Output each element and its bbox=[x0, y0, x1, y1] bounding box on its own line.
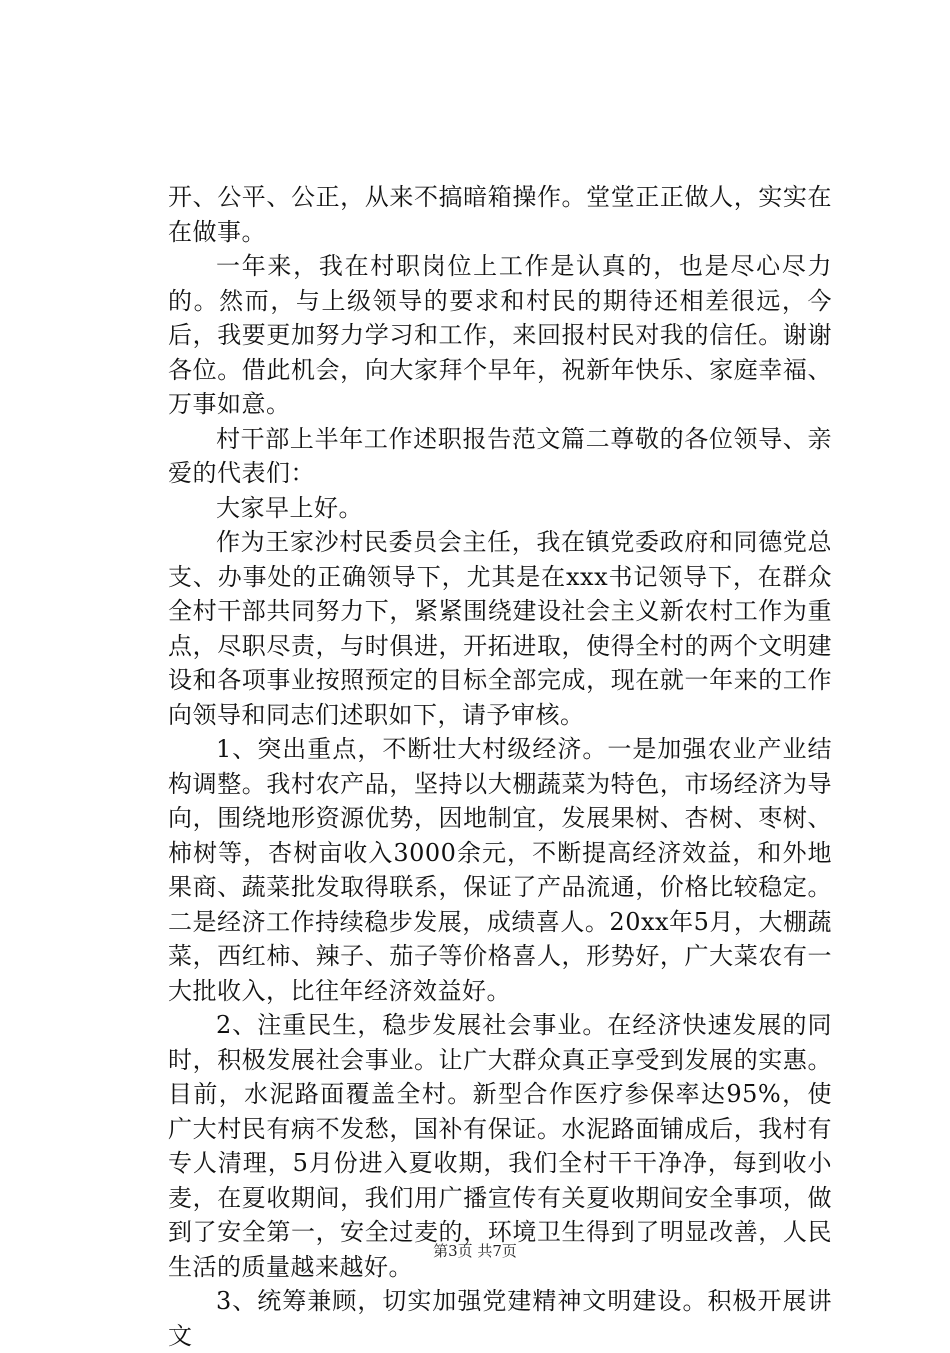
paragraph-intro: 作为王家沙村民委员会主任，我在镇党委政府和同德党总支、办事处的正确领导下，尤其是在xxx书记领导下，在群众全村干部共同努力下，紧紧围绕建设社会主义新农村工作为重点，尽职尽责，与时俱进，开拓进取，使得全村的两个文明建设和各项事业按照预定的目标全部完成，现在就一年来的工作向领导和同志们述职如下，请予审核。 bbox=[168, 528, 832, 729]
paragraph-greeting: 大家早上好。 bbox=[216, 493, 363, 522]
paragraph-continuation: 开、公平、公正，从来不搞暗箱操作。堂堂正正做人，实实在在做事。 bbox=[168, 183, 832, 246]
paragraph-heading-salutation: 村干部上半年工作述职报告范文篇二尊敬的各位领导、亲爱的代表们： bbox=[168, 424, 832, 487]
page-number-footer: 第3页 共7页 bbox=[433, 1242, 517, 1260]
paragraph-item-1: 1、突出重点，不断壮大村级经济。一是加强农业产业结构调整。我村农产品，坚持以大棚蔬菜为特色，市场经济为导向，围绕地形资源优势，因地制宜，发展果树、杏树、枣树、柿树等，杏树亩收入3000余元，不断提高经济效益，和外地果商、蔬菜批发取得联系，保证了产品流通，价格比较稳定。二是经济工作持续稳步发展，成绩喜人。20xx年5月，大棚蔬菜，西红柿、辣子、茄子等价格喜人，形势好，广大菜农有一大批收入，比往年经济效益好。 bbox=[168, 735, 832, 1005]
paragraph-item-3: 3、统筹兼顾，切实加强党建精神文明建设。积极开展讲文 bbox=[168, 1287, 832, 1350]
document-body bbox=[168, 180, 832, 1353]
paragraph-item-2: 2、注重民生，稳步发展社会事业。在经济快速发展的同时，积极发展社会事业。让广大群众真正享受到发展的实惠。目前，水泥路面覆盖全村。新型合作医疗参保率达95%，使广大村民有病不发愁，国补有保证。水泥路面铺成后，我村有专人清理，5月份进入夏收期，我们全村干干净净，每到收小麦，在夏收期间，我们用广播宣传有关夏收期间安全事项，做到了安全第一，安全过麦的，环境卫生得到了明显改善，人民生活的质量越来越好。 bbox=[168, 1011, 832, 1281]
paragraph-summary: 一年来，我在村职岗位上工作是认真的，也是尽心尽力的。然而，与上级领导的要求和村民的期待还相差很远，今后，我要更加努力学习和工作，来回报村民对我的信任。谢谢各位。借此机会，向大家拜个早年，祝新年快乐、家庭幸福、万事如意。 bbox=[168, 252, 832, 418]
